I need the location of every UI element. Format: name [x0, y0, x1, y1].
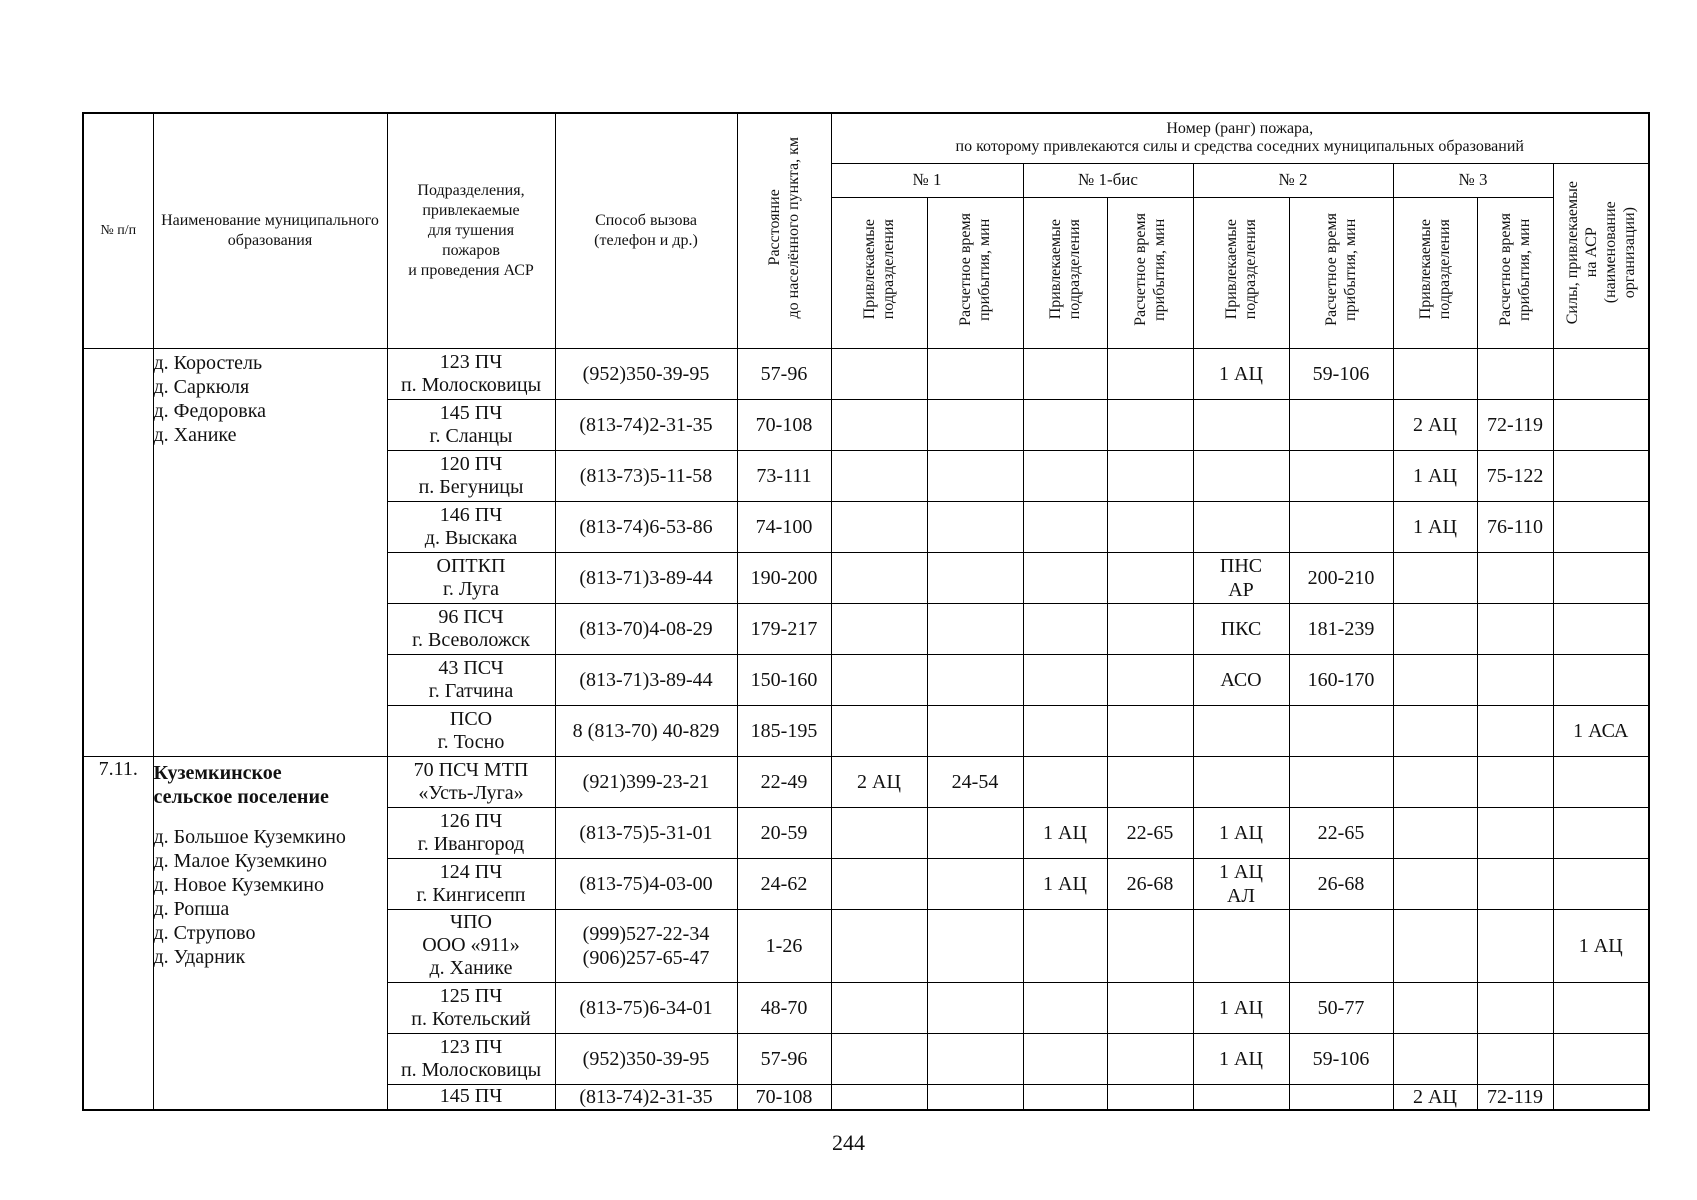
rank1-units-cell — [831, 552, 927, 603]
header-rank-2-time: Расчетное время прибытия, мин — [1289, 197, 1393, 348]
distance-cell: 185-195 — [737, 705, 831, 756]
rank2-time-cell: 22-65 — [1289, 807, 1393, 858]
rank1-time-cell — [927, 909, 1023, 982]
call-method-cell: (921)399-23-21 — [555, 756, 737, 807]
distance-cell: 48-70 — [737, 982, 831, 1033]
header-rank-2: № 2 — [1193, 163, 1393, 197]
rank3-units-cell: 2 АЦ — [1393, 399, 1477, 450]
header-rank-1-bis: № 1-бис — [1023, 163, 1193, 197]
rank1bis-time-cell: 26-68 — [1107, 858, 1193, 909]
unit-cell: 120 ПЧ п. Бегуницы — [387, 450, 555, 501]
rank3-time-cell — [1477, 807, 1553, 858]
rank2-units-cell: АСО — [1193, 654, 1289, 705]
rank1-units-cell — [831, 348, 927, 399]
asr-forces-cell — [1553, 1033, 1649, 1084]
rank1-time-cell — [927, 982, 1023, 1033]
header-asr-forces: Силы, привлекаемые на АСР (наименование организации) — [1553, 163, 1649, 348]
rank3-units-cell — [1393, 348, 1477, 399]
unit-cell: 123 ПЧ п. Молосковицы — [387, 348, 555, 399]
rank2-units-cell — [1193, 450, 1289, 501]
rank3-units-cell — [1393, 982, 1477, 1033]
distance-cell: 150-160 — [737, 654, 831, 705]
rank1-units-cell — [831, 654, 927, 705]
rank1-units-cell — [831, 982, 927, 1033]
rank1bis-time-cell — [1107, 654, 1193, 705]
distance-cell: 1-26 — [737, 909, 831, 982]
asr-forces-cell — [1553, 552, 1649, 603]
header-fire-rank: Номер (ранг) пожара, по которому привлекаются силы и средства соседних муниципальных образований — [831, 113, 1649, 163]
rank1-units-cell — [831, 450, 927, 501]
unit-cell: 123 ПЧ п. Молосковицы — [387, 1033, 555, 1084]
asr-forces-cell — [1553, 450, 1649, 501]
rank1bis-units-cell — [1023, 756, 1107, 807]
rank2-units-cell — [1193, 399, 1289, 450]
header-rank-1: № 1 — [831, 163, 1023, 197]
village-item: д. Ударник — [153, 945, 246, 968]
rank3-time-cell — [1477, 1033, 1553, 1084]
rank2-units-cell: 1 АЦ — [1193, 348, 1289, 399]
asr-forces-cell — [1553, 603, 1649, 654]
rank1bis-units-cell — [1023, 1084, 1107, 1110]
call-method-cell: (813-70)4-08-29 — [555, 603, 737, 654]
rank1-units-cell — [831, 603, 927, 654]
rank3-time-cell — [1477, 858, 1553, 909]
rank1-time-cell — [927, 1084, 1023, 1110]
distance-cell: 20-59 — [737, 807, 831, 858]
header-rank-1-time: Расчетное время прибытия, мин — [927, 197, 1023, 348]
rank2-time-cell: 200-210 — [1289, 552, 1393, 603]
row-number: 7.11. — [83, 756, 153, 1110]
header-call-method: Способ вызова (телефон и др.) — [555, 113, 737, 348]
rank1bis-units-cell — [1023, 501, 1107, 552]
call-method-cell: (813-74)2-31-35 — [555, 1084, 737, 1110]
rank2-units-cell — [1193, 756, 1289, 807]
village-item: д. Ханике — [153, 423, 237, 446]
asr-forces-cell — [1553, 982, 1649, 1033]
rank3-time-cell — [1477, 552, 1553, 603]
rank3-units-cell: 1 АЦ — [1393, 450, 1477, 501]
unit-cell: 43 ПСЧ г. Гатчина — [387, 654, 555, 705]
asr-forces-cell — [1553, 348, 1649, 399]
rank1bis-time-cell — [1107, 399, 1193, 450]
rank1-units-cell: 2 АЦ — [831, 756, 927, 807]
rank1-time-cell — [927, 807, 1023, 858]
rank1bis-units-cell — [1023, 909, 1107, 982]
village-item: д. Федоровка — [153, 399, 266, 422]
unit-cell: 70 ПСЧ МТП «Усть-Луга» — [387, 756, 555, 807]
rank2-time-cell — [1289, 909, 1393, 982]
rank1bis-time-cell — [1107, 603, 1193, 654]
rank1bis-units-cell — [1023, 1033, 1107, 1084]
rank1bis-units-cell — [1023, 348, 1107, 399]
call-method-cell: (813-75)6-34-01 — [555, 982, 737, 1033]
call-method-cell: (952)350-39-95 — [555, 1033, 737, 1084]
rank1-time-cell — [927, 450, 1023, 501]
unit-cell: 124 ПЧ г. Кингисепп — [387, 858, 555, 909]
rank3-units-cell — [1393, 756, 1477, 807]
rank1bis-units-cell: 1 АЦ — [1023, 858, 1107, 909]
rank1-units-cell — [831, 858, 927, 909]
rank3-units-cell — [1393, 603, 1477, 654]
header-number: № п/п — [83, 113, 153, 348]
asr-forces-cell — [1553, 501, 1649, 552]
unit-cell: ЧПО ООО «911» д. Ханике — [387, 909, 555, 982]
header-rank-3: № 3 — [1393, 163, 1553, 197]
distance-cell: 24-62 — [737, 858, 831, 909]
village-item: д. Струпово — [153, 921, 256, 944]
rank1-time-cell — [927, 501, 1023, 552]
rank3-units-cell — [1393, 705, 1477, 756]
rank2-time-cell — [1289, 450, 1393, 501]
rank3-units-cell — [1393, 858, 1477, 909]
rank3-time-cell — [1477, 603, 1553, 654]
rank1bis-units-cell: 1 АЦ — [1023, 807, 1107, 858]
rank2-time-cell — [1289, 399, 1393, 450]
row-number — [83, 348, 153, 756]
call-method-cell: (813-74)2-31-35 — [555, 399, 737, 450]
rank2-units-cell: 1 АЦ — [1193, 807, 1289, 858]
rank3-units-cell: 2 АЦ — [1393, 1084, 1477, 1110]
call-method-cell: (999)527-22-34 (906)257-65-47 — [555, 909, 737, 982]
rank3-time-cell — [1477, 756, 1553, 807]
table-row — [83, 756, 1649, 807]
header-rank-1bis-units: Привлекаемые подразделения — [1023, 197, 1107, 348]
rank1-time-cell — [927, 603, 1023, 654]
table-header — [83, 113, 1649, 348]
rank3-time-cell: 75-122 — [1477, 450, 1553, 501]
unit-cell: ПСО г. Тосно — [387, 705, 555, 756]
rank1bis-time-cell — [1107, 1084, 1193, 1110]
rank1bis-units-cell — [1023, 654, 1107, 705]
distance-cell: 190-200 — [737, 552, 831, 603]
rank1bis-units-cell — [1023, 450, 1107, 501]
rank1-units-cell — [831, 807, 927, 858]
rank1-time-cell — [927, 399, 1023, 450]
rank1bis-units-cell — [1023, 603, 1107, 654]
distance-cell: 179-217 — [737, 603, 831, 654]
rank1bis-time-cell — [1107, 450, 1193, 501]
unit-cell: 145 ПЧ г. Сланцы — [387, 399, 555, 450]
distance-cell: 22-49 — [737, 756, 831, 807]
rank2-time-cell: 26-68 — [1289, 858, 1393, 909]
rank3-time-cell: 76-110 — [1477, 501, 1553, 552]
rank3-time-cell — [1477, 348, 1553, 399]
rank2-units-cell — [1193, 501, 1289, 552]
rank2-time-cell — [1289, 756, 1393, 807]
rank1-time-cell — [927, 348, 1023, 399]
asr-forces-cell: 1 АЦ — [1553, 909, 1649, 982]
header-units: Подразделения, привлекаемые для тушения пожаров и проведения АСР — [387, 113, 555, 348]
distance-cell: 70-108 — [737, 399, 831, 450]
distance-cell: 57-96 — [737, 348, 831, 399]
rank2-time-cell: 50-77 — [1289, 982, 1393, 1033]
distance-cell: 73-111 — [737, 450, 831, 501]
rank2-time-cell: 181-239 — [1289, 603, 1393, 654]
rank1-units-cell — [831, 909, 927, 982]
unit-cell: 125 ПЧ п. Котельский — [387, 982, 555, 1033]
rank3-units-cell — [1393, 909, 1477, 982]
rank2-units-cell: 1 АЦ АЛ — [1193, 858, 1289, 909]
unit-cell: 145 ПЧ — [387, 1084, 555, 1110]
rank1bis-units-cell — [1023, 399, 1107, 450]
rank2-units-cell — [1193, 705, 1289, 756]
header-rank-3-units: Привлекаемые подразделения — [1393, 197, 1477, 348]
rank3-units-cell — [1393, 654, 1477, 705]
rank2-time-cell: 59-106 — [1289, 348, 1393, 399]
call-method-cell: 8 (813-70) 40-829 — [555, 705, 737, 756]
header-distance: Расстояние до населённого пункта, км — [737, 113, 831, 348]
settlement-name: Куземкинское сельское поселение — [153, 761, 329, 808]
call-method-cell: (813-75)4-03-00 — [555, 858, 737, 909]
rank2-units-cell: 1 АЦ — [1193, 1033, 1289, 1084]
rank1-time-cell: 24-54 — [927, 756, 1023, 807]
village-item: д. Большое Куземкино — [153, 825, 346, 848]
rank2-units-cell — [1193, 909, 1289, 982]
rank1bis-time-cell — [1107, 552, 1193, 603]
rank3-time-cell — [1477, 654, 1553, 705]
rank1bis-time-cell — [1107, 1033, 1193, 1084]
rank2-units-cell — [1193, 1084, 1289, 1110]
rank1bis-time-cell — [1107, 982, 1193, 1033]
unit-cell: 146 ПЧ д. Выскака — [387, 501, 555, 552]
call-method-cell: (952)350-39-95 — [555, 348, 737, 399]
rank1bis-units-cell — [1023, 705, 1107, 756]
rank1-time-cell — [927, 552, 1023, 603]
rank1bis-time-cell — [1107, 756, 1193, 807]
rank3-units-cell — [1393, 552, 1477, 603]
forces-table — [82, 112, 1650, 1111]
call-method-cell: (813-71)3-89-44 — [555, 552, 737, 603]
unit-cell: 96 ПСЧ г. Всеволожск — [387, 603, 555, 654]
rank3-time-cell: 72-119 — [1477, 1084, 1553, 1110]
table-row — [83, 348, 1649, 399]
distance-cell: 70-108 — [737, 1084, 831, 1110]
rank1bis-units-cell — [1023, 982, 1107, 1033]
header-rank-1-units: Привлекаемые подразделения — [831, 197, 927, 348]
village-list — [154, 825, 387, 969]
rank3-units-cell — [1393, 807, 1477, 858]
village-item: д. Саркюля — [153, 375, 250, 398]
rank1-units-cell — [831, 1084, 927, 1110]
distance-cell: 74-100 — [737, 501, 831, 552]
rank1-units-cell — [831, 399, 927, 450]
rank3-units-cell — [1393, 1033, 1477, 1084]
rank2-units-cell: ПНС АР — [1193, 552, 1289, 603]
unit-cell: ОПТКП г. Луга — [387, 552, 555, 603]
rank1bis-time-cell — [1107, 909, 1193, 982]
rank3-time-cell: 72-119 — [1477, 399, 1553, 450]
asr-forces-cell — [1553, 1084, 1649, 1110]
header-municipality: Наименование муниципального образования — [153, 113, 387, 348]
rank2-time-cell: 59-106 — [1289, 1033, 1393, 1084]
village-item: д. Новое Куземкино — [153, 873, 324, 896]
header-rank-2-units: Привлекаемые подразделения — [1193, 197, 1289, 348]
rank1bis-time-cell — [1107, 705, 1193, 756]
rank1bis-units-cell — [1023, 552, 1107, 603]
table-body — [83, 348, 1649, 1110]
rank3-units-cell: 1 АЦ — [1393, 501, 1477, 552]
call-method-cell: (813-71)3-89-44 — [555, 654, 737, 705]
asr-forces-cell — [1553, 807, 1649, 858]
rank2-time-cell — [1289, 501, 1393, 552]
rank1-time-cell — [927, 1033, 1023, 1084]
rank1-units-cell — [831, 1033, 927, 1084]
rank3-time-cell — [1477, 909, 1553, 982]
call-method-cell: (813-75)5-31-01 — [555, 807, 737, 858]
municipality-cell — [153, 348, 387, 756]
rank1bis-time-cell — [1107, 501, 1193, 552]
village-item: д. Коростель — [153, 351, 263, 374]
rank3-time-cell — [1477, 705, 1553, 756]
call-method-cell: (813-73)5-11-58 — [555, 450, 737, 501]
rank1-units-cell — [831, 705, 927, 756]
rank2-time-cell — [1289, 1084, 1393, 1110]
rank3-time-cell — [1477, 982, 1553, 1033]
rank2-time-cell: 160-170 — [1289, 654, 1393, 705]
unit-cell: 126 ПЧ г. Ивангород — [387, 807, 555, 858]
village-item: д. Малое Куземкино — [153, 849, 328, 872]
rank2-time-cell — [1289, 705, 1393, 756]
distance-cell: 57-96 — [737, 1033, 831, 1084]
rank1-units-cell — [831, 501, 927, 552]
rank1-time-cell — [927, 654, 1023, 705]
municipality-cell — [153, 756, 387, 1110]
call-method-cell: (813-74)6-53-86 — [555, 501, 737, 552]
asr-forces-cell — [1553, 654, 1649, 705]
village-list — [154, 349, 387, 447]
rank2-units-cell: 1 АЦ — [1193, 982, 1289, 1033]
rank2-units-cell: ПКС — [1193, 603, 1289, 654]
asr-forces-cell — [1553, 399, 1649, 450]
rank1bis-time-cell: 22-65 — [1107, 807, 1193, 858]
rank1bis-time-cell — [1107, 348, 1193, 399]
header-rank-3-time: Расчетное время прибытия, мин — [1477, 197, 1553, 348]
rank1-time-cell — [927, 705, 1023, 756]
header-rank-1bis-time: Расчетное время прибытия, мин — [1107, 197, 1193, 348]
rank1-time-cell — [927, 858, 1023, 909]
asr-forces-cell — [1553, 858, 1649, 909]
asr-forces-cell: 1 АСА — [1553, 705, 1649, 756]
page-number: 244 — [832, 1130, 865, 1155]
asr-forces-cell — [1553, 756, 1649, 807]
village-item: д. Ропша — [153, 897, 230, 920]
